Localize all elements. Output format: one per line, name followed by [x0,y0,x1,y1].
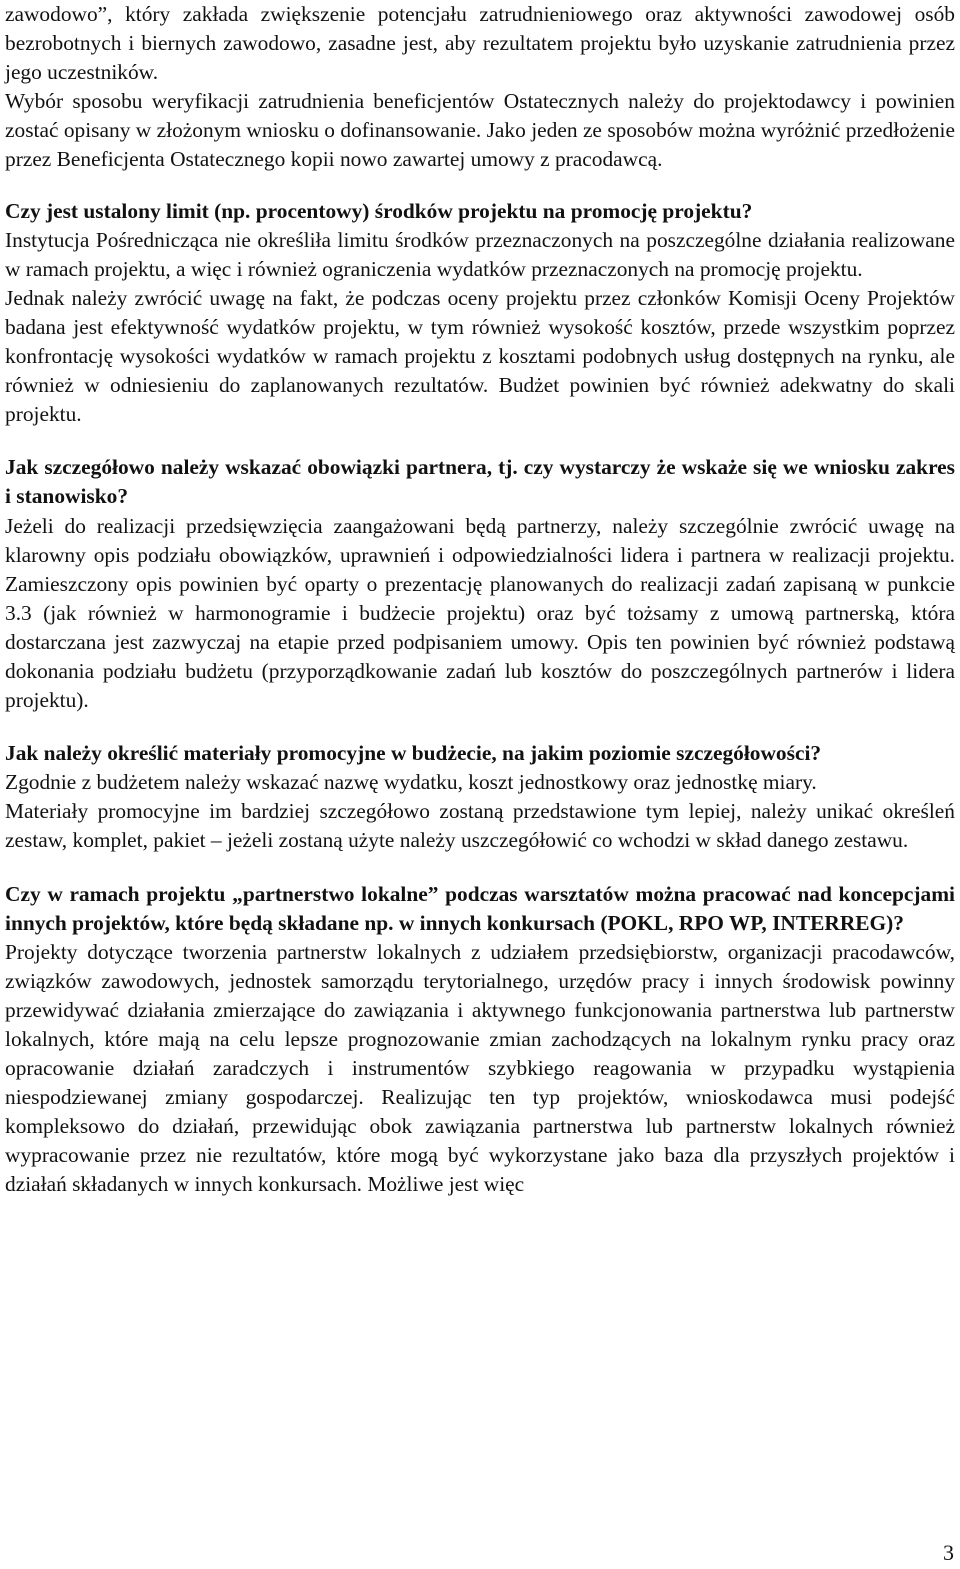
document-page [5,0,955,1200]
question-heading: Czy w ramach projektu „partnerstwo lokalne” podczas warsztatów można pracować nad koncepcjami innych projektów, które będą składane np. w innych konkursach (POKL, RPO WP, INTERREG)? [5,881,955,935]
paragraph: Jednak należy zwrócić uwagę na fakt, że podczas oceny projektu przez członków Komisji Oceny Projektów badana jest efektywność wydatków projektu, w tym również wysokość kosztów, przede wszystkim poprzez konfrontację wysokości wydatków w ramach projektu z kosztami podobnych usług dostępnych na rynku, ale również w odniesieniu do zaplanowanych rezultatów. Budżet powinien być również adekwatny do skali projektu. [5,285,955,427]
spacer [5,175,955,197]
question-heading: Jak szczegółowo należy wskazać obowiązki partnera, tj. czy wystarczy że wskaże się we wniosku zakres i stanowisko? [5,455,955,509]
paragraph: Instytucja Pośrednicząca nie określiła limitu środków przeznaczonych na poszczególne działania realizowane w ramach projektu, a więc i również ograniczenia wydatków przeznaczonych na promocję projektu. [5,227,955,281]
question-heading: Jak należy określić materiały promocyjne w budżecie, na jakim poziomie szczegółowości? [5,741,822,766]
paragraph: Wybór sposobu weryfikacji zatrudnienia beneficjentów Ostatecznych należy do projektodawcy i powinien zostać opisany w złożonym wniosku o dofinansowanie. Jako jeden ze sposobów można wyróżnić przedłożenie przez Beneficjenta Ostatecznego kopii nowo zawartej umowy z pracodawcą. [5,89,955,172]
paragraph: Zgodnie z budżetem należy wskazać nazwę wydatku, koszt jednostkowy oraz jednostkę miary. [5,770,817,795]
paragraph: Jeżeli do realizacji przedsięwzięcia zaangażowani będą partnerzy, należy szczególnie zwrócić uwagę na klarowny opis podziału obowiązków, uprawnień i odpowiedzialności lidera i partnera w realizacji projektu. Zamieszczony opis powinien być oparty o prezentację planowanych do realizacji zadań zapisaną w punkcie 3.3 (jak również w harmonogramie i budżecie projektu) oraz być tożsamy z umową partnerską, która dostarczana jest zazwyczaj na etapie przed podpisaniem umowy. Opis ten powinien być również podstawą dokonania podziału budżetu (przyporządkowanie zadań lub kosztów do poszczególnych partnerów i lidera projektu). [5,513,955,713]
spacer [5,429,955,453]
spacer [5,715,955,739]
paragraph: Materiały promocyjne im bardziej szczegółowo zostaną przedstawione tym lepiej, należy unikać określeń zestaw, komplet, pakiet – jeżeli zostaną użyte należy uszczegółowić co wchodzi w skład danego zestawu. [5,799,955,853]
paragraph: zawodowo”, który zakłada zwiększenie potencjału zatrudnieniowego oraz aktywności zawodowej osób bezrobotnych i biernych zawodowo, zasadne jest, aby rezultatem projektu było uzyskanie zatrudnienia przez jego uczestników. [5,2,955,85]
paragraph: Projekty dotyczące tworzenia partnerstw lokalnych z udziałem przedsiębiorstw, organizacji pracodawców, związków zawodowych, jednostek samorządu terytorialnego, urzędów pracy i innych środowisk powinny przewidywać działania zmierzające do zawiązania i aktywnego funkcjonowania partnerstwa lub partnerstw lokalnych, które mają na celu lepsze prognozowanie zmian zachodzących na lokalnym rynku pracy oraz opracowanie działań zaradczych i instrumentów szybkiego reagowania w przypadku wystąpienia niespodziewanej zmiany gospodarczej. Realizując ten typ projektów, wnioskodawca musi podejść kompleksowo do działań, przewidując obok zawiązania partnerstwa lub partnerstw lokalnych również wypracowanie przez nie rezultatów, które mogą być wykorzystane jako baza dla przyszłych projektów i działań składanych w innych konkursach. Możliwe jest więc [5,939,955,1197]
page-number: 3 [943,1540,954,1565]
spacer [5,856,955,880]
question-heading: Czy jest ustalony limit (np. procentowy) środków projektu na promocję projektu? [5,198,753,223]
